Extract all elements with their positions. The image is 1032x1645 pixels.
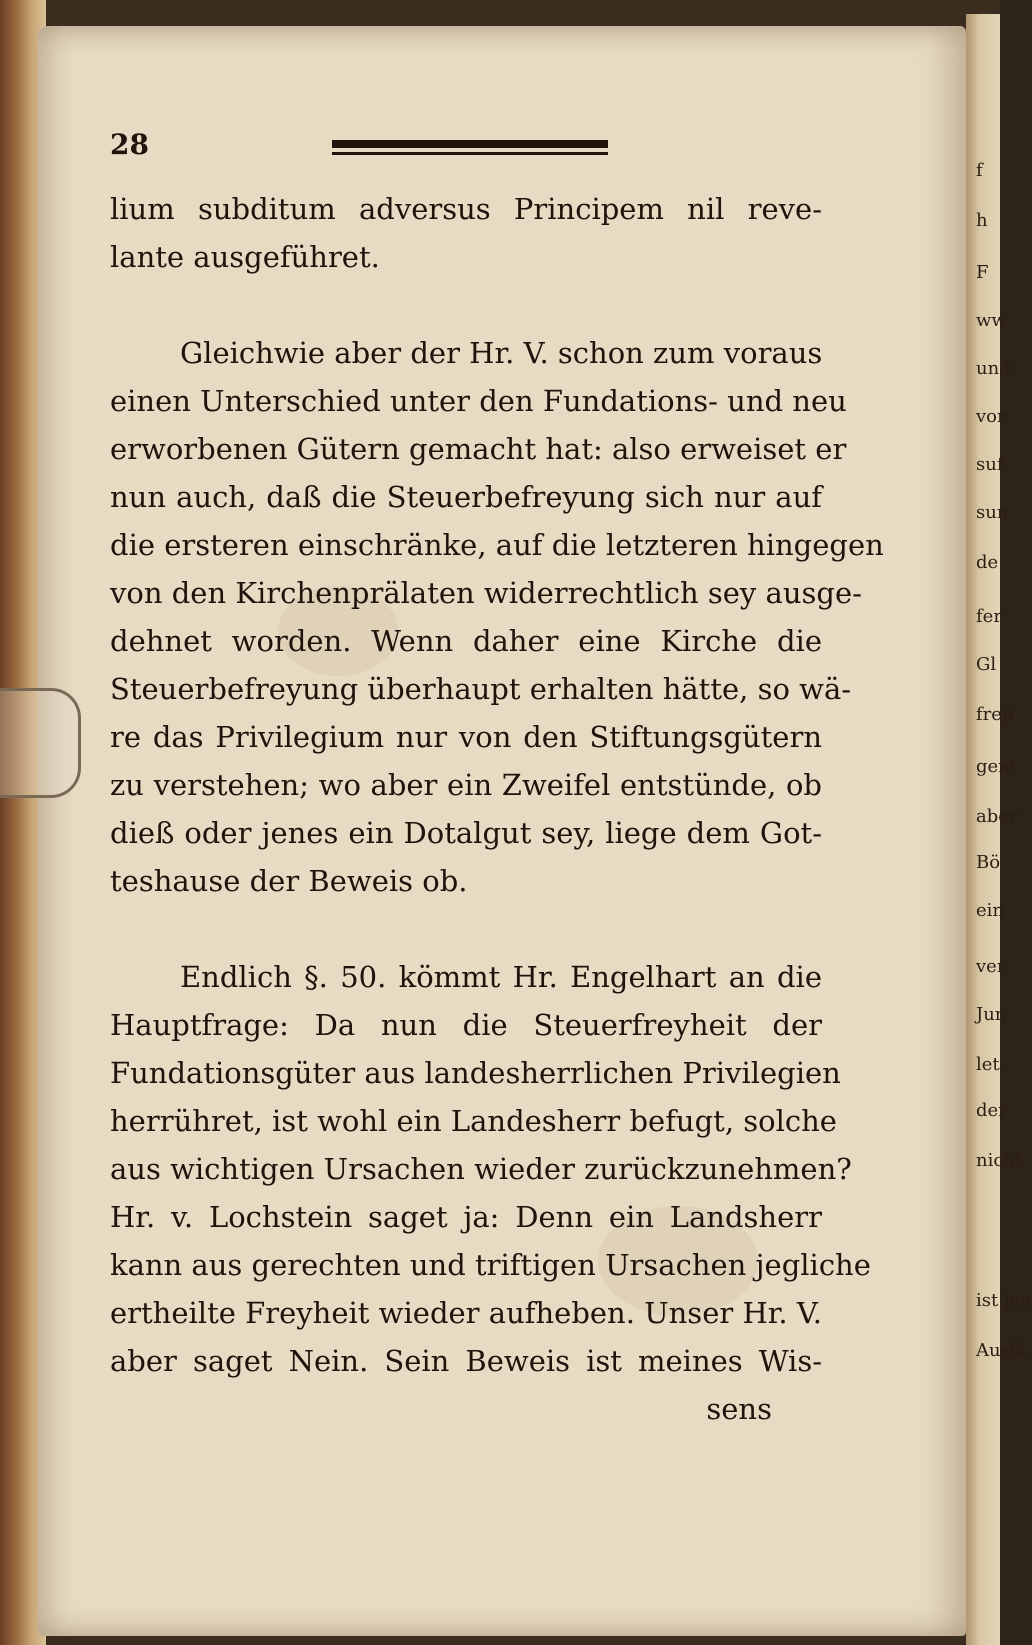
adjacent-page-fragment: suf	[976, 454, 1004, 475]
text-line: Hr. v. Lochstein saget ja: Denn ein Landsherr	[110, 1200, 822, 1234]
text-line: Gleichwie aber der Hr. V. schon zum voraus	[180, 336, 823, 370]
text-line: aber saget Nein. Sein Beweis ist meines Wis-	[110, 1344, 822, 1378]
text-line: dehnet worden. Wenn daher eine Kirche die	[110, 624, 822, 658]
text-line: nun auch, daß die Steuerbefreyung sich nur auf	[110, 480, 822, 514]
adjacent-page-fragment: Gl	[976, 654, 997, 675]
adjacent-page-fragment: Bö	[976, 852, 1001, 873]
adjacent-page-fragment: ver	[976, 956, 1006, 977]
adjacent-page-fragment: fer	[976, 606, 1002, 627]
adjacent-page-fragment: ist jen	[976, 1290, 1032, 1311]
adjacent-page-fragment: gem	[976, 756, 1016, 777]
paragraph	[110, 185, 822, 281]
adjacent-page-fragment: F	[976, 262, 989, 283]
text-line: dieß oder jenes ein Dotalgut sey, liege dem Got-	[110, 816, 822, 850]
page-header	[110, 128, 810, 168]
text-line: lante ausgeführet.	[110, 240, 380, 274]
text-line: ertheilte Freyheit wieder aufheben. Unser Hr. V.	[110, 1296, 822, 1330]
adjacent-page-fragment: de	[976, 552, 999, 573]
adjacent-page-fragment: nicht	[976, 1150, 1023, 1171]
text-line: herrühret, ist wohl ein Landesherr befugt, solche	[110, 1104, 837, 1138]
text-line: kann aus gerechten und triftigen Ursachen jegliche	[110, 1248, 871, 1282]
adjacent-page-fragment: ein	[976, 900, 1005, 921]
text-line: von den Kirchenprälaten widerrechtlich sey ausge-	[110, 576, 862, 610]
text-line: Fundationsgüter aus landesherrlichen Privilegien	[110, 1056, 841, 1090]
adjacent-page-fragment: frep	[976, 704, 1014, 725]
text-line: lium subditum adversus Principem nil reve-	[110, 192, 822, 226]
adjacent-page-fragment: f	[976, 160, 983, 181]
adjacent-page-fragment: und	[976, 358, 1011, 379]
adjacent-page-fragment: aber	[976, 806, 1018, 827]
text-line: aus wichtigen Ursachen wieder zurückzunehmen?	[110, 1152, 852, 1186]
page-number: 28	[110, 128, 149, 161]
text-line: einen Unterschied unter den Fundations- und neu	[110, 384, 847, 418]
paragraph	[110, 953, 871, 1385]
bookmark-ribbon	[0, 688, 81, 798]
text-line: die ersteren einschränke, auf die letzteren hingegen	[110, 528, 884, 562]
text-line: re das Privilegium nur von den Stiftungsgütern	[110, 720, 822, 754]
adjacent-page-fragment: sun	[976, 502, 1009, 523]
page-body-text	[110, 185, 884, 1433]
adjacent-page-fragment: ww	[976, 310, 1007, 331]
catchword: sens	[706, 1392, 772, 1426]
header-ornament-rule	[332, 140, 608, 160]
adjacent-page-fragment: Auslä	[976, 1340, 1027, 1361]
adjacent-page-edge	[966, 14, 1000, 1645]
adjacent-page-fragment: h	[976, 210, 988, 231]
adjacent-page-fragment: der	[976, 1100, 1007, 1121]
text-line: erworbenen Gütern gemacht hat: also erweiset er	[110, 432, 847, 466]
text-line: teshause der Beweis ob.	[110, 864, 468, 898]
text-line: Endlich §. 50. kömmt Hr. Engelhart an die	[180, 960, 822, 994]
text-line: zu verstehen; wo aber ein Zweifel entstünde, ob	[110, 768, 822, 802]
adjacent-page-fragment: vor	[976, 406, 1006, 427]
paragraph	[110, 329, 884, 905]
text-line: Hauptfrage: Da nun die Steuerfreyheit der	[110, 1008, 822, 1042]
text-line: Steuerbefreyung überhaupt erhalten hätte, so wä-	[110, 672, 852, 706]
adjacent-page-fragment: let,	[976, 1054, 1006, 1075]
adjacent-page-fragment: Jun	[976, 1004, 1007, 1025]
